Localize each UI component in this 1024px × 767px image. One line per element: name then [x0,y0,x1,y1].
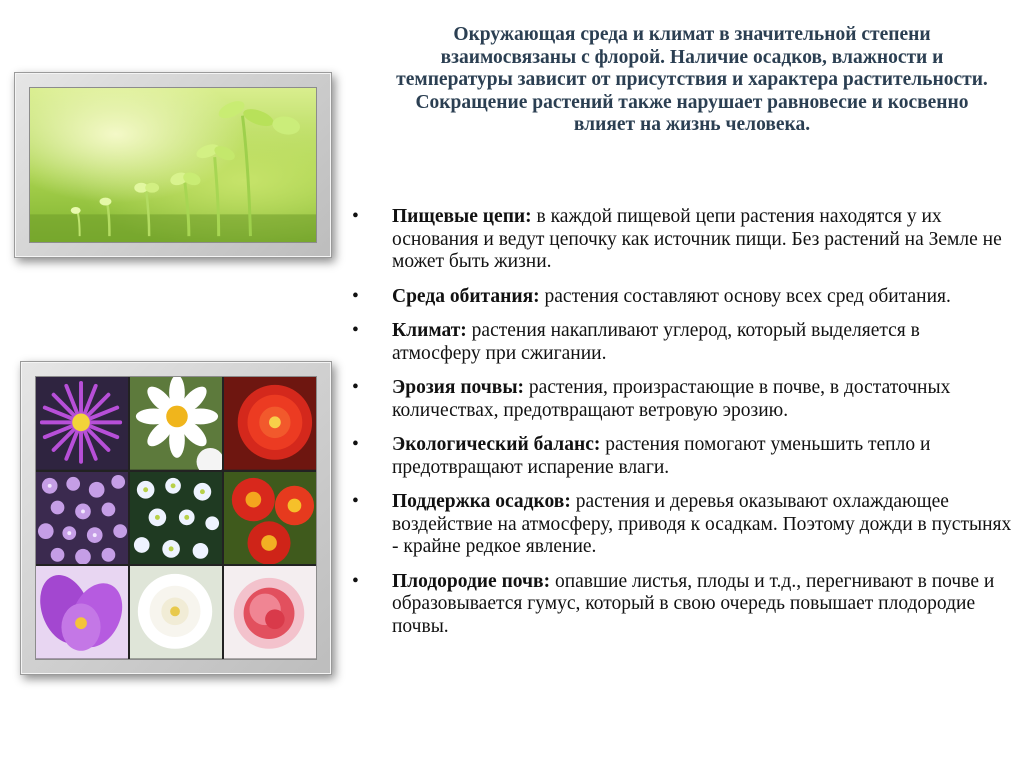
flower-cell-lilac-blossoms [36,472,128,565]
bullet-term: Плодородие почв: [392,570,551,592]
flower-cell-white-dahlia [130,566,222,659]
list-item [352,377,1012,422]
bullet-term: Пищевые цепи: [392,206,532,227]
list-item [352,491,1012,559]
bullet-text: в каждой пищевой цепи растения находятся у их основания и ведут цепочку как источник пищи. Без растений на Земле не может быть жизни. [392,206,1002,272]
bullet-term: Климат: [392,320,467,341]
list-item [352,206,1012,274]
bullet-marker: • [352,285,359,307]
bullet-text: растения составляют основу всех сред обитания. [539,285,951,307]
sprouts-photo [29,87,317,243]
sprouts-photo-frame [14,72,332,258]
flowers-collage [35,376,317,660]
bullet-marker: • [352,491,359,512]
bullet-text: растения, произрастающие в почве, в достаточных количествах, предотвращают ветровую эрозию. [392,377,951,421]
list-item [352,571,1012,639]
flower-cell-red-chrysanthemum [224,377,316,470]
sprouts-illustration [30,88,316,242]
flower-cell-red-gerbera [224,472,316,565]
flower-cell-pink-carnation [224,566,316,659]
bullet-term: Среда обитания: [392,285,540,307]
bullet-marker: • [352,377,359,398]
bullet-marker: • [352,206,359,227]
bullet-term: Экологический баланс: [392,434,601,455]
bullet-term: Эрозия почвы: [392,377,525,398]
flower-cell-purple-crocus [36,566,128,659]
bullet-term: Поддержка осадков: [392,491,571,512]
bullet-text: опавшие листья, плоды и т.д., перегнивают в почве и образовывается гумус, который в свою очередь повышает плодородие почвы. [392,570,995,637]
bullet-text: растения накапливают углерод, который выделяется в атмосферу при сжигании. [392,320,920,364]
bullet-marker: • [352,320,359,341]
flower-cell-white-small-flowers [130,472,222,565]
list-item [352,320,1012,365]
flower-cell-white-daisy [130,377,222,470]
list-item [352,286,1012,309]
bullet-marker: • [352,434,359,455]
bullet-list [352,206,1012,650]
intro-paragraph: Окружающая среда и климат в значительной степени взаимосвязаны с флорой. Наличие осадков, влажности и температуры зависит от присутствия и характера растительности. Сокращение растений также нарушает равновесие и косвенно влияет на жизнь человека. [396,24,988,135]
bullet-text: растения и деревья оказывают охлаждающее воздействие на атмосферу, приводя к осадкам. Поэтому дожди в пустынях - крайне редкое явление. [392,491,1012,557]
list-item [352,434,1012,479]
bullet-marker: • [352,570,359,592]
flower-cell-purple-aster [36,377,128,470]
bullet-text: растения помогают уменьшить тепло и предотвращают испарение влаги. [392,434,931,478]
flowers-photo-frame [20,361,332,675]
